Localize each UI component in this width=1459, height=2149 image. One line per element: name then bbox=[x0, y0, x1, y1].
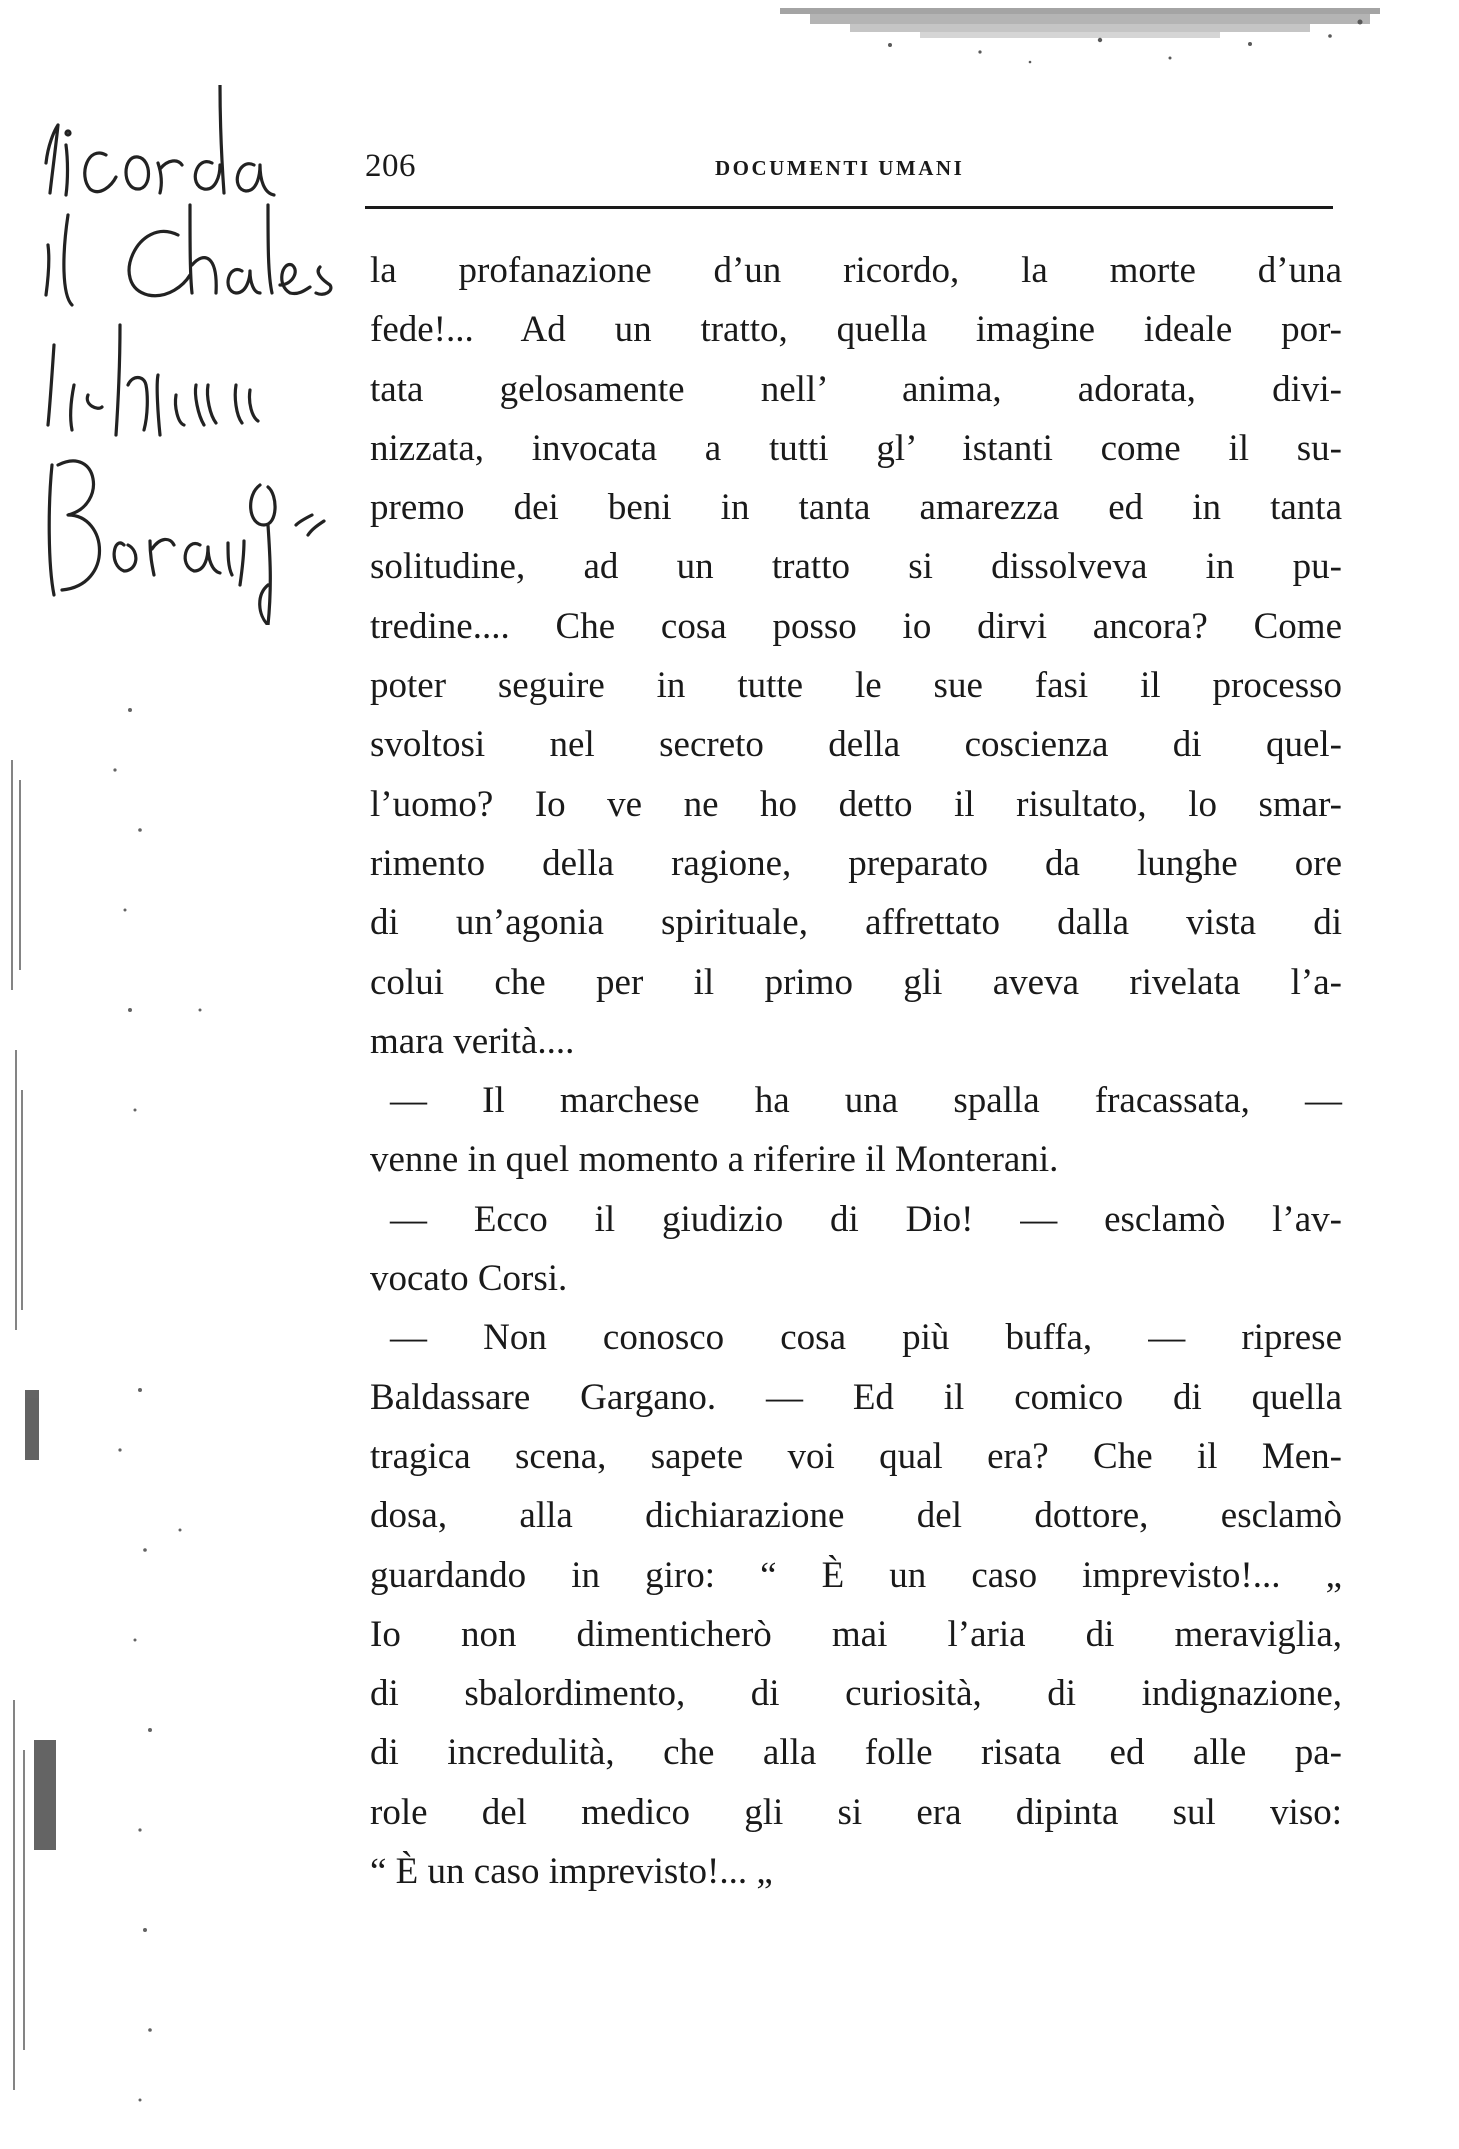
text-line: — Non conosco cosa più buffa, — riprese bbox=[390, 1317, 1342, 1359]
text-line: Io non dimenticherò mai l’aria di meraviglia, bbox=[370, 1613, 1342, 1655]
handwritten-note bbox=[28, 85, 358, 625]
text-line: guardando in giro: “ È un caso imprevisto!... „ bbox=[370, 1554, 1342, 1596]
text-line: di un’agonia spirituale, affrettato dalla vista di bbox=[370, 902, 1342, 944]
text-line: poter seguire in tutte le sue fasi il processo bbox=[370, 665, 1342, 707]
text-line: venne in quel momento a riferire il Monterani. bbox=[370, 1139, 1059, 1181]
text-line: nizzata, invocata a tutti gl’ istanti come il su- bbox=[370, 427, 1342, 469]
text-line: di incredulità, che alla folle risata ed alle pa- bbox=[370, 1732, 1342, 1774]
text-line: — Il marchese ha una spalla fracassata, — bbox=[390, 1080, 1342, 1122]
running-title: DOCUMENTI UMANI bbox=[715, 156, 965, 180]
text-line: rimento della ragione, preparato da lunghe ore bbox=[370, 842, 1342, 884]
text-line: — Ecco il giudizio di Dio! — esclamò l’av- bbox=[390, 1198, 1342, 1240]
text-line: fede!... Ad un tratto, quella imagine ideale por- bbox=[370, 309, 1342, 351]
text-line: vocato Corsi. bbox=[370, 1258, 568, 1300]
text-line: svoltosi nel secreto della coscienza di quel- bbox=[370, 724, 1342, 766]
text-line: la profanazione d’un ricordo, la morte d’una bbox=[370, 250, 1342, 291]
text-line: Baldassare Gargano. — Ed il comico di quella bbox=[370, 1376, 1342, 1418]
text-line: premo dei beni in tanta amarezza ed in tanta bbox=[370, 487, 1342, 529]
scan-noise-left bbox=[0, 450, 220, 2140]
text-line: tata gelosamente nell’ anima, adorata, divi- bbox=[370, 368, 1342, 410]
body-text bbox=[370, 241, 1342, 1901]
text-line: dosa, alla dichiarazione del dottore, esclamò bbox=[370, 1495, 1342, 1537]
text-line: tredine.... Che cosa posso io dirvi ancora? Come bbox=[370, 605, 1342, 647]
header-rule bbox=[365, 206, 1333, 209]
text-line: solitudine, ad un tratto si dissolveva in pu- bbox=[370, 546, 1342, 588]
page-header bbox=[365, 148, 1335, 202]
text-line: colui che per il primo gli aveva rivelata l’a- bbox=[370, 961, 1342, 1003]
text-line: l’uomo? Io ve ne ho detto il risultato, lo smar- bbox=[370, 783, 1342, 825]
text-line: role del medico gli si era dipinta sul viso: bbox=[370, 1791, 1342, 1833]
text-line: “ È un caso imprevisto!... „ bbox=[370, 1851, 773, 1893]
scan-noise-top bbox=[770, 0, 1390, 70]
page-number: 206 bbox=[365, 148, 416, 184]
text-line: di sbalordimento, di curiosità, di indignazione, bbox=[370, 1673, 1342, 1715]
text-line: mara verità.... bbox=[370, 1020, 575, 1062]
text-line: tragica scena, sapete voi qual era? Che il Men- bbox=[370, 1435, 1342, 1477]
